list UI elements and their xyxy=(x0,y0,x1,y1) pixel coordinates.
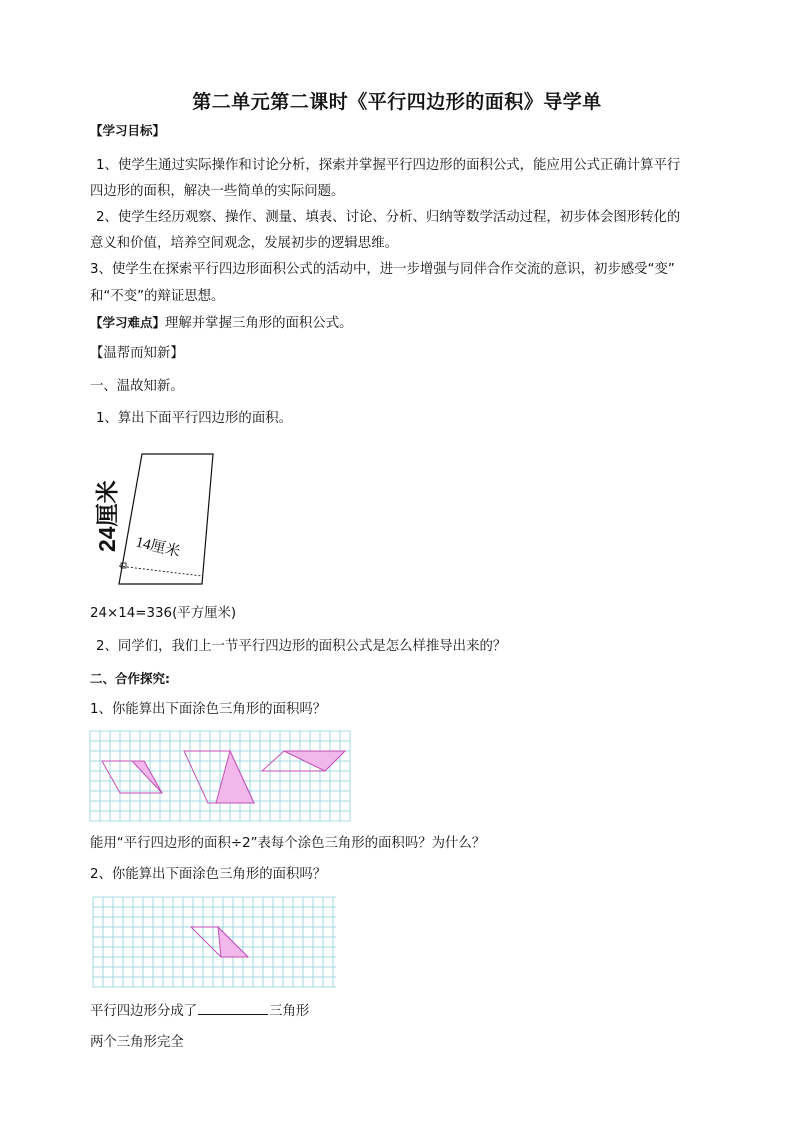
difficulty-text: 理解并掌握三角形的面积公式。 xyxy=(165,316,353,331)
fill-in-prefix: 平行四边形分成了 xyxy=(90,1004,198,1019)
grid-lines xyxy=(90,731,350,821)
section-2-followup: 能用“平行四边形的面积÷2”表每个涂色三角形的面积吗？为什么？ xyxy=(90,836,486,851)
objective-2-line-2: 意义和价值，培养空间观念，发展初步的逻辑思维。 xyxy=(90,236,398,251)
fill-in-blank[interactable] xyxy=(198,1002,268,1015)
section-1-answer: 24×14=336(平方厘米) xyxy=(90,606,237,621)
objectives-header: 【学习目标】 xyxy=(90,123,166,138)
shaded-triangle-2 xyxy=(216,751,254,803)
objective-1-line-1: 1、使学生通过实际操作和讨论分析，探索并掌握平行四边形的面积公式，能应用公式正确计算平行 xyxy=(96,158,681,173)
triangle-grid-2 xyxy=(93,897,338,989)
section-1-title: 一、温故知新。 xyxy=(90,379,184,394)
section-2-question-2: 2、你能算出下面涂色三角形的面积吗？ xyxy=(90,867,327,882)
parallelogram-shape xyxy=(119,454,213,584)
parallelogram-figure xyxy=(85,448,285,598)
last-line: 两个三角形完全 xyxy=(90,1035,184,1050)
review-header: 【温帮而知新】 xyxy=(90,346,184,361)
page-title: 第二单元第二课时《平行四边形的面积》导学单 xyxy=(192,91,602,113)
difficulty-label: 【学习难点】 xyxy=(90,315,166,330)
objective-3-line-1: 3、使学生在探索平行四边形面积公式的活动中，进一步增强与同伴合作交流的意识，初步感受“变” xyxy=(90,262,675,277)
fill-in-line xyxy=(90,1002,309,1021)
height-line xyxy=(119,566,202,576)
section-1-question-1: 1、算出下面平行四边形的面积。 xyxy=(96,411,292,426)
objective-2-line-1: 2、使学生经历观察、操作、测量、填表、讨论、分析、归纳等数学活动过程，初步体会图形转化的 xyxy=(96,210,681,225)
section-2-title: 二、合作探究: xyxy=(90,671,170,686)
section-1-question-2: 2、同学们，我们上一节平行四边形的面积公式是怎么样推导出来的？ xyxy=(96,639,507,654)
objective-1-line-2: 四边形的面积，解决一些简单的实际问题。 xyxy=(90,184,345,199)
fill-in-suffix: 三角形 xyxy=(269,1004,310,1019)
triangle-grid-1 xyxy=(90,731,350,823)
section-2-question-1: 1、你能算出下面涂色三角形的面积吗？ xyxy=(90,702,327,717)
difficulty-line xyxy=(90,314,352,333)
shaded-triangle-1 xyxy=(132,761,162,793)
base-length-label: 14厘米 xyxy=(134,534,182,561)
side-length-label: 24厘米 xyxy=(94,480,120,552)
objective-3-line-2: 和“不变”的辩证思想。 xyxy=(90,289,225,304)
grid-lines xyxy=(93,897,336,987)
